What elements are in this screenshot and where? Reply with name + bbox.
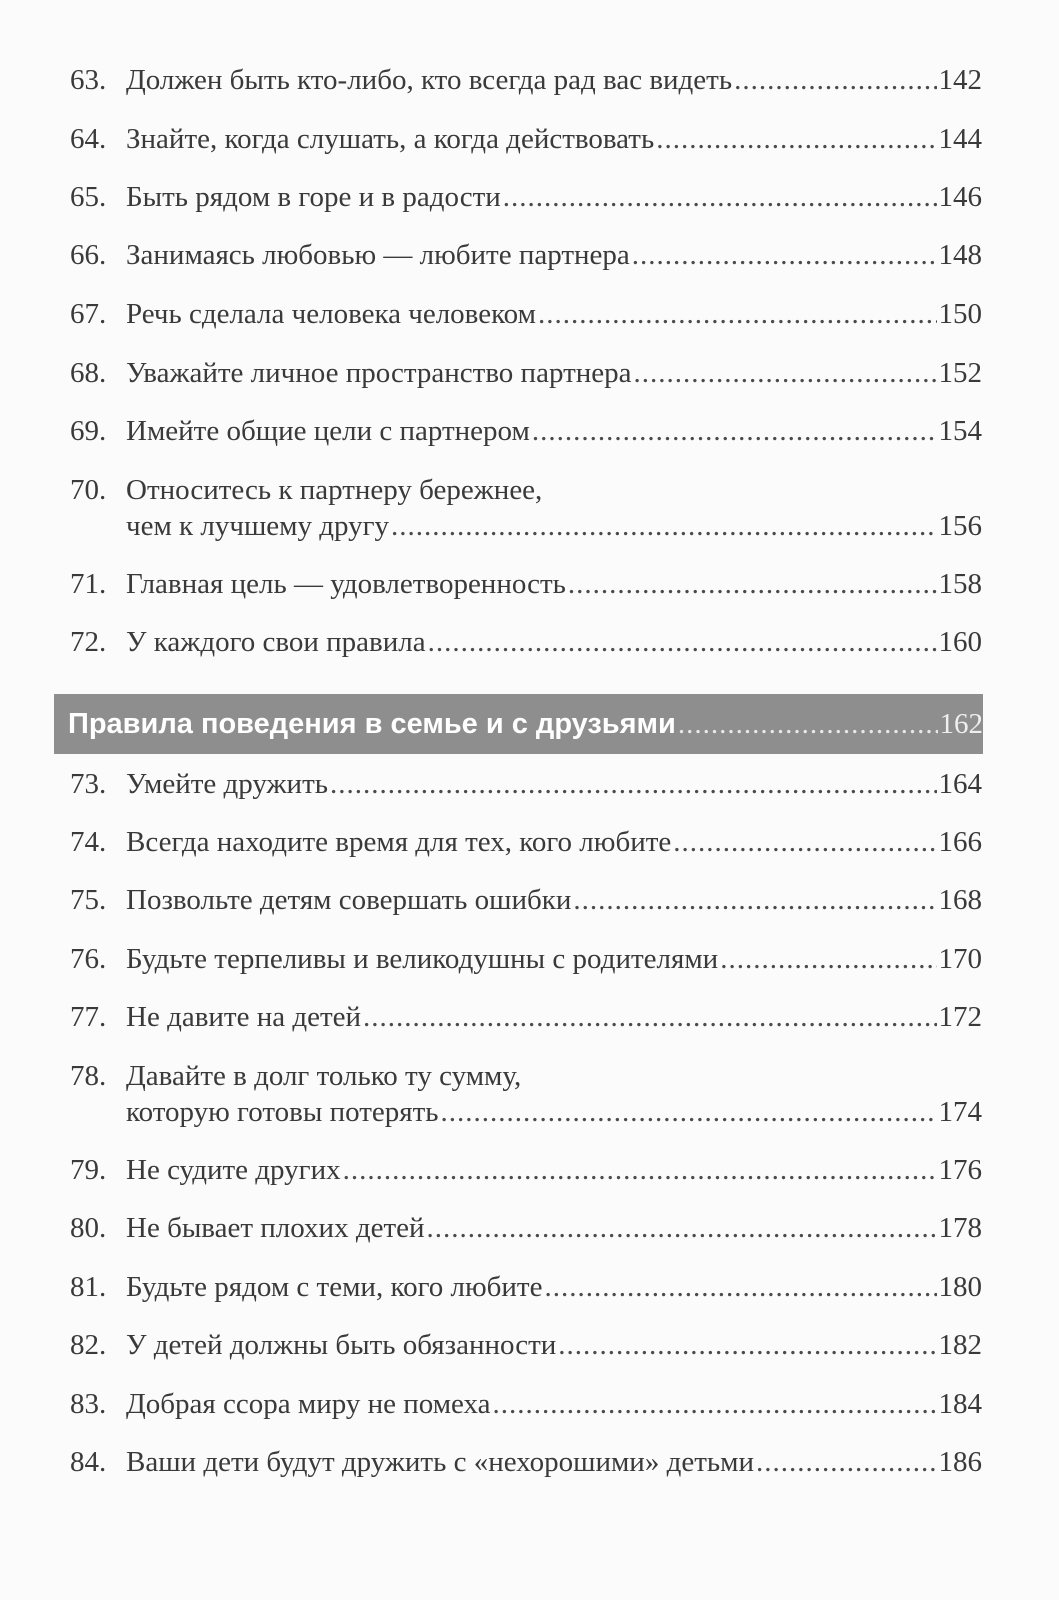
- entry-page-number: 168: [938, 884, 982, 916]
- dot-leader: [544, 1269, 936, 1305]
- dot-leader: [330, 766, 937, 802]
- toc-entry-65: [70, 179, 982, 215]
- entry-page-number: 164: [938, 768, 982, 800]
- entry-number: 67.: [70, 298, 107, 330]
- entry-page-number: 152: [938, 357, 982, 389]
- dot-leader: [678, 708, 938, 741]
- entry-number: 74.: [70, 826, 107, 858]
- dot-leader: [573, 882, 936, 918]
- section-header: [54, 694, 983, 754]
- entry-page-number: 186: [938, 1446, 982, 1478]
- entry-title: Будьте терпеливы и великодушны с родителями: [126, 943, 719, 975]
- entry-page-number: 146: [938, 181, 982, 213]
- toc-entry-64: [70, 121, 982, 157]
- entry-title-line1: Давайте в долг только ту сумму,: [126, 1060, 522, 1092]
- entry-page-number: 156: [938, 510, 982, 542]
- entry-number: 65.: [70, 181, 107, 213]
- entry-number: 72.: [70, 626, 107, 658]
- entry-page-number: 154: [938, 415, 982, 447]
- dot-leader: [363, 999, 936, 1035]
- dot-leader: [503, 179, 937, 215]
- dot-leader: [656, 121, 936, 157]
- toc-entry-81: [70, 1269, 982, 1305]
- dot-leader: [427, 1210, 937, 1246]
- entry-page-number: 160: [938, 626, 982, 658]
- entry-number: 84.: [70, 1446, 107, 1478]
- entry-title: Уважайте личное пространство партнера: [126, 357, 632, 389]
- entry-page-number: 144: [938, 123, 982, 155]
- entry-page-number: 180: [938, 1271, 982, 1303]
- entry-page-number: 172: [938, 1001, 982, 1033]
- entry-number: 79.: [70, 1154, 107, 1186]
- entry-number: 75.: [70, 884, 107, 916]
- entry-title: Речь сделала человека человеком: [126, 298, 536, 330]
- entry-number: 76.: [70, 943, 107, 975]
- dot-leader: [634, 355, 937, 391]
- entry-number: 73.: [70, 768, 107, 800]
- dot-leader: [673, 824, 936, 860]
- toc-entry-76: [70, 941, 982, 977]
- entry-title: Добрая ссора миру не помеха: [126, 1388, 491, 1420]
- entry-title: У каждого свои правила: [126, 626, 426, 658]
- entry-number: 83.: [70, 1388, 107, 1420]
- entry-title: чем к лучшему другу: [126, 510, 390, 542]
- entry-title: Быть рядом в горе и в радости: [126, 181, 501, 213]
- dot-leader: [441, 1094, 937, 1130]
- entry-number: 81.: [70, 1271, 107, 1303]
- toc-entry-73: [70, 766, 982, 802]
- toc-entry-75: [70, 882, 982, 918]
- entry-page-number: 148: [938, 239, 982, 271]
- toc-entry-79: [70, 1152, 982, 1188]
- dot-leader: [391, 508, 936, 544]
- entry-page-number: 170: [938, 943, 982, 975]
- entry-title: Всегда находите время для тех, кого любите: [126, 826, 672, 858]
- entry-number: 70.: [70, 474, 107, 506]
- toc-entry-63: [70, 62, 982, 98]
- toc-entry-78: [70, 1058, 982, 1130]
- dot-leader: [632, 237, 937, 273]
- dot-leader: [558, 1327, 936, 1363]
- dot-leader: [734, 62, 936, 98]
- entry-number: 78.: [70, 1060, 107, 1092]
- toc-entry-68: [70, 355, 982, 391]
- dot-leader: [428, 624, 937, 660]
- dot-leader: [538, 296, 937, 332]
- entry-title: У детей должны быть обязанности: [126, 1329, 557, 1361]
- entry-number: 63.: [70, 64, 107, 96]
- entry-title: Умейте дружить: [126, 768, 328, 800]
- dot-leader: [756, 1444, 937, 1480]
- entry-title: Позвольте детям совершать ошибки: [126, 884, 572, 916]
- entry-title: которую готовы потерять: [126, 1096, 439, 1128]
- toc-entry-80: [70, 1210, 982, 1246]
- toc-entry-69: [70, 413, 982, 449]
- toc-entry-83: [70, 1386, 982, 1422]
- entry-page-number: 166: [938, 826, 982, 858]
- entry-title: Знайте, когда слушать, а когда действовать: [126, 123, 655, 155]
- section-title: Правила поведения в семье и с друзьями: [68, 707, 676, 740]
- entry-page-number: 174: [938, 1096, 982, 1128]
- entry-number: 80.: [70, 1212, 107, 1244]
- dot-leader: [343, 1152, 937, 1188]
- toc-entry-72: [70, 624, 982, 660]
- entry-title: Занимаясь любовью — любите партнера: [126, 239, 630, 271]
- dot-leader: [720, 941, 936, 977]
- toc-entry-84: [70, 1444, 982, 1480]
- entry-title: Главная цель — удовлетворенность: [126, 568, 566, 600]
- entry-number: 77.: [70, 1001, 107, 1033]
- dot-leader: [493, 1386, 937, 1422]
- toc-entry-82: [70, 1327, 982, 1363]
- entry-page-number: 150: [938, 298, 982, 330]
- entry-number: 69.: [70, 415, 107, 447]
- entry-page-number: 142: [938, 64, 982, 96]
- entry-page-number: 182: [938, 1329, 982, 1361]
- entry-title: Не судите других: [126, 1154, 341, 1186]
- entry-page-number: 184: [938, 1388, 982, 1420]
- entry-number: 71.: [70, 568, 107, 600]
- toc-entry-66: [70, 237, 982, 273]
- dot-leader: [568, 566, 937, 602]
- entry-title: Ваши дети будут дружить с «нехорошими» детьми: [126, 1446, 754, 1478]
- toc-entry-67: [70, 296, 982, 332]
- entry-number: 64.: [70, 123, 107, 155]
- dot-leader: [532, 413, 937, 449]
- entry-number: 82.: [70, 1329, 107, 1361]
- entry-title: Должен быть кто-либо, кто всегда рад вас видеть: [126, 64, 733, 96]
- toc-entry-70: [70, 472, 982, 544]
- toc-entry-71: [70, 566, 982, 602]
- entry-title: Не давите на детей: [126, 1001, 362, 1033]
- section-page-number: 162: [939, 707, 983, 740]
- entry-title: Будьте рядом с теми, кого любите: [126, 1271, 543, 1303]
- entry-number: 68.: [70, 357, 107, 389]
- entry-title: Не бывает плохих детей: [126, 1212, 425, 1244]
- toc-entry-74: [70, 824, 982, 860]
- entry-page-number: 176: [938, 1154, 982, 1186]
- entry-number: 66.: [70, 239, 107, 271]
- entry-title: Имейте общие цели с партнером: [126, 415, 530, 447]
- entry-page-number: 178: [938, 1212, 982, 1244]
- toc-entry-77: [70, 999, 982, 1035]
- entry-title-line1: Относитесь к партнеру бережнее,: [126, 474, 543, 506]
- entry-page-number: 158: [938, 568, 982, 600]
